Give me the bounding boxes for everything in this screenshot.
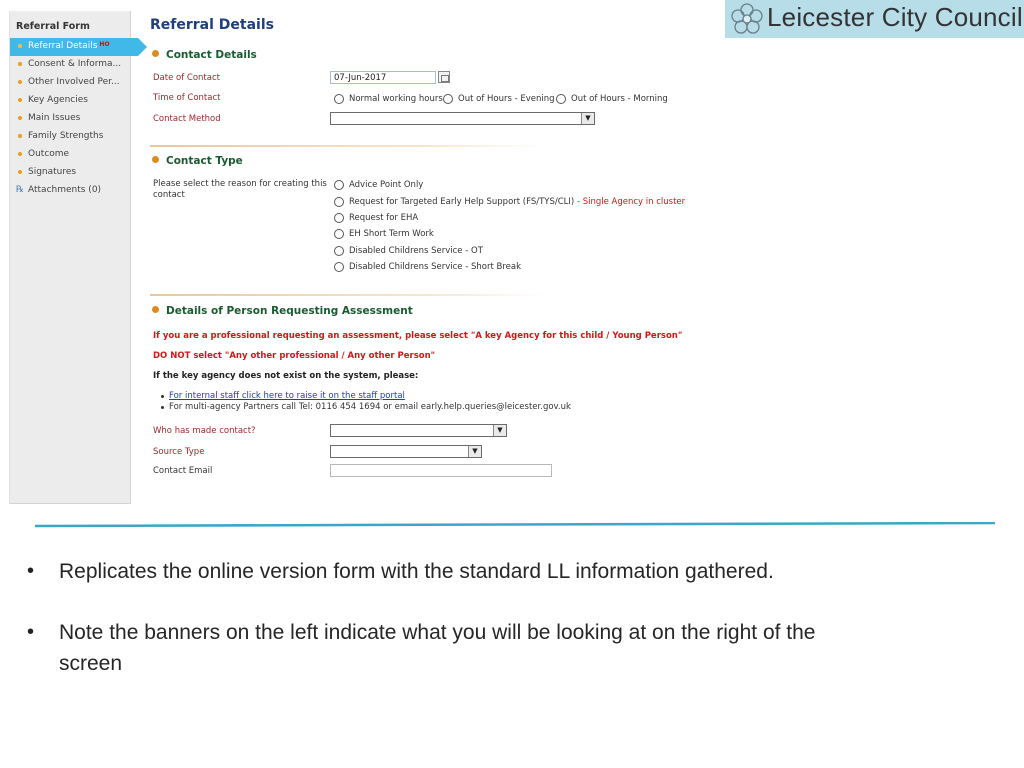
radio-out-of-hours-morning[interactable] (556, 94, 566, 104)
sidebar-item-label: Consent & Informa... (28, 59, 122, 69)
section-heading-contact-type (152, 155, 243, 167)
source-type-select[interactable] (330, 445, 482, 458)
section-heading-text: Contact Details (166, 49, 257, 61)
radio-advice-point[interactable] (334, 180, 344, 190)
sidebar-item-label: Attachments (0) (28, 185, 102, 195)
chevron-down-icon: ▼ (468, 446, 481, 457)
sidebar-item-label: Outcome (28, 149, 70, 159)
do-not-select-note: DO NOT select "Any other professional / Any other Person" (153, 351, 436, 361)
council-logo (725, 0, 1024, 38)
who-made-contact-select[interactable] (330, 424, 507, 437)
radio-label: Disabled Childrens Service - OT (349, 246, 483, 256)
slide-bullet: • (27, 560, 35, 582)
slide-point-1: Replicates the online version form with the standard LL information gathered. (59, 560, 774, 583)
contact-type-prompt-cont: contact (153, 190, 185, 200)
contact-method-label: Contact Method (153, 114, 221, 124)
who-made-contact-label: Who has made contact? (153, 426, 256, 436)
slide-point-2-cont: screen (59, 652, 123, 675)
section-heading-requester (152, 305, 413, 317)
radio-label: Out of Hours - Morning (571, 94, 668, 104)
date-of-contact-label: Date of Contact (153, 73, 220, 83)
date-of-contact-input[interactable]: 07-Jun-2017 (330, 71, 436, 84)
paperclip-icon: ℞ (16, 185, 25, 195)
contact-method-select[interactable] (330, 112, 595, 125)
section-heading-text: Contact Type (166, 155, 243, 167)
sidebar-item-consent[interactable] (10, 56, 130, 74)
bullet-icon (18, 170, 22, 174)
radio-label: Out of Hours - Evening (458, 94, 555, 104)
radio-request-eha[interactable] (334, 213, 344, 223)
sidebar-item-label: Key Agencies (28, 95, 88, 105)
radio-eh-short-term[interactable] (334, 229, 344, 239)
sidebar-item-other-involved[interactable] (10, 74, 130, 92)
radio-disabled-ot[interactable] (334, 246, 344, 256)
bullet-icon (18, 116, 22, 120)
professional-note: If you are a professional requesting an assessment, please select "A key Agency for this child / Young Person" (153, 331, 683, 341)
sidebar-item-attachments[interactable] (10, 182, 130, 200)
page-title: Referral Details (150, 17, 274, 33)
radio-label: Request for Targeted Early Help Support (FS/TYS/CLI) - Single Agency in cluster (349, 197, 686, 207)
list-bullet-icon (161, 395, 164, 398)
slide-point-2: Note the banners on the left indicate what you will be looking at on the right of the (59, 621, 816, 644)
radio-label: Normal working hours (349, 94, 443, 104)
sidebar (9, 11, 131, 504)
sidebar-item-main-issues[interactable] (10, 110, 130, 128)
contact-email-input[interactable] (330, 464, 552, 477)
section-bullet-icon (152, 156, 159, 163)
radio-out-of-hours-evening[interactable] (443, 94, 453, 104)
sidebar-item-label: Other Involved Per... (28, 77, 120, 87)
time-of-contact-label: Time of Contact (153, 93, 221, 103)
radio-disabled-short-break[interactable] (334, 262, 344, 272)
contact-email-label: Contact Email (153, 466, 213, 476)
chevron-down-icon: ▼ (493, 425, 506, 436)
bullet-icon (18, 62, 22, 66)
sidebar-item-label: Main Issues (28, 113, 81, 123)
radio-targeted-early-help[interactable] (334, 197, 344, 207)
list-bullet-icon (161, 406, 164, 409)
sidebar-item-label: Family Strengths (28, 131, 104, 141)
section-divider (150, 145, 545, 147)
sidebar-item-label: Signatures (28, 167, 77, 177)
rose-flower-icon (730, 2, 764, 36)
slide-divider-line (35, 522, 995, 528)
sidebar-item-outcome[interactable] (10, 146, 130, 164)
section-divider (150, 294, 545, 296)
section-heading-text: Details of Person Requesting Assessment (166, 305, 413, 317)
calendar-icon[interactable] (438, 71, 450, 83)
sidebar-item-family-strengths[interactable] (10, 128, 130, 146)
sidebar-item-referral-details[interactable] (10, 38, 138, 56)
bullet-icon (18, 152, 22, 156)
sidebar-item-key-agencies[interactable] (10, 92, 130, 110)
slide-bullet: • (27, 621, 35, 643)
bullet-icon (18, 44, 22, 48)
single-agency-note: - Single Agency in cluster (574, 197, 686, 207)
section-heading-contact-details (152, 49, 257, 61)
ho-badge: HO (99, 41, 110, 48)
partners-contact-info: For multi-agency Partners call Tel: 0116 454 1694 or email early.help.queries@leicester.gov.uk (169, 402, 571, 412)
contact-type-prompt: Please select the reason for creating this (153, 179, 327, 189)
source-type-label: Source Type (153, 447, 205, 457)
radio-label: EH Short Term Work (349, 229, 434, 239)
radio-label: Request for EHA (349, 213, 419, 223)
section-bullet-icon (152, 50, 159, 57)
section-bullet-icon (152, 306, 159, 313)
staff-portal-link[interactable]: For internal staff click here to raise it on the staff portal (169, 391, 405, 401)
radio-label: Disabled Childrens Service - Short Break (349, 262, 522, 272)
radio-label: Advice Point Only (349, 180, 424, 190)
chevron-down-icon: ▼ (581, 113, 594, 124)
bullet-icon (18, 98, 22, 102)
sidebar-item-signatures[interactable] (10, 164, 130, 182)
key-agency-note: If the key agency does not exist on the system, please: (153, 371, 419, 381)
sidebar-title: Referral Form (16, 21, 90, 32)
sidebar-item-label: Referral Details (28, 41, 98, 51)
radio-normal-hours[interactable] (334, 94, 344, 104)
council-name: Leicester City Council (767, 2, 1023, 32)
bullet-icon (18, 80, 22, 84)
bullet-icon (18, 134, 22, 138)
